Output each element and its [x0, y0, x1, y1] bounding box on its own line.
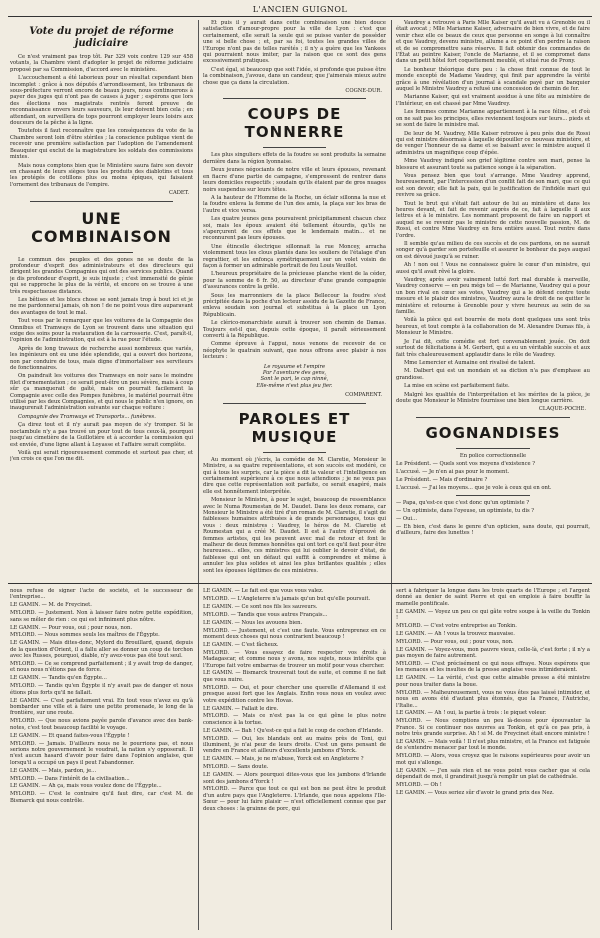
dialogue-line: LE GAMIN. — Voyez un peu ce qui gâte votre soupe à la veille du Tonkin ! — [396, 608, 590, 622]
dialogue-line: LE GAMIN. — Ce sont nos fils les sauveurs. — [203, 603, 318, 610]
paragraph: On paindrait les voitures des Tramways en noir sans le moindre filet d'ornementation ; ce serait peut-être un peu sévère, mais à coup sûr ça manquerait de gaîté, mais on pourrait facilement la Compagnie avec celle des Pompes funèbres, le matériel pourrait être utilisé par les deux Compagnies, et qui nous le public n'en ignore, on inaugurerait l'administration suivante sur chaque voiture : — [10, 373, 193, 412]
section-rule — [456, 448, 530, 449]
dialogue-line: MYLORD. — Sans doute. — [203, 764, 269, 771]
column-3 — [396, 20, 590, 580]
dialogue-line: Le Président. — Quels sont vos moyens d'existence ? — [396, 461, 535, 468]
signature: COGNE-DUR. — [345, 88, 382, 95]
section-rule — [70, 252, 133, 253]
paragraph: L'heureux propriétaire de la précieuse planche vient de la céder, pour la somme de 6 fr. 50, au directeur d'une grande compagnie d'assurances contre la grêle. — [203, 271, 386, 291]
paragraph: A la hauteur de l'Homme de la Roche, un éclair sillonna la nue et la foudre enleva la femme de l'un des amis, la plaça sur les bras de l'autre et vice versa. — [203, 194, 386, 214]
dialogue-line: LE GAMIN. — Fallait le dire. — [203, 705, 279, 712]
column-2 — [203, 20, 386, 580]
dialogue-line: MYLORD. — Vous essayez de faire respecter vos droits à Madagascar, et comme nous y avons, nos sujets, nous intérêts que l'Europe fait votre embarras de trouver un motif pour vous chercher. — [203, 649, 386, 669]
dialogue-line: MYLORD. — C'est votre entreprise au Tonkin. — [396, 623, 517, 630]
dialogue-line: MYLORD. — Nous sommes seuls les maîtres de l'Égypte. — [10, 632, 160, 639]
running-head: L'ANCIEN GUIGNOL — [252, 5, 348, 14]
dialogue-line: LE GAMIN. — La vérité, c'est que cette aimable presse a été ministre pour nous traiter dans la boue. — [396, 675, 590, 688]
paragraph: La mise en scène est parfaitement faite. — [404, 383, 510, 390]
dialogue-line: LE GAMIN. — Bah ! Qu'est-ce qui a fait le coup de cochon d'Irlande. — [203, 727, 383, 734]
verse-line: Sont le pari, le cap ninné, — [260, 376, 329, 383]
dialogue-line: MYLORD. — Que nous avions payée parole d'avance avec des bank-notes, c'est tout beaucoup facilité le voyage. — [10, 718, 193, 731]
paragraph: Les femmes comme Marianne appartiennent à la race féline, et d'où on ne sait pas les principes, elles reviennent toujours sur leurs... pieds et se sont de faire le ministre mal. — [396, 109, 590, 129]
paragraph: Voilà la pièce qui est bourrée de mots dont quelques uns sont très heureux, et tout compte à la collaboration de M. Alexandre Dumas fils, à Monsieur le Ministre. — [396, 317, 590, 337]
dialogue-line: LE GAMIN. — Tandis qu'en Égypte... — [10, 675, 107, 682]
signature: COMPARENT. — [345, 392, 382, 399]
article-title-tonnerre: COUPS DE TONNERRE — [244, 105, 345, 142]
dialogue-line: LE GAMIN. — Bismarck trouverait tout de suite, et comme il ne fait que vous nuire. — [203, 670, 386, 683]
dialogue-line: MYLORD. — Nous comptions un peu là-dessus pour épouvanter la France. Si ce continuer nos œuvres au Tonkin, et qu'à ce pas pris, à notre très grande surprise. Ah ! si M. de Freycinet était encore ministre ! — [396, 718, 590, 738]
dialogue-line: Le Président. — Mais d'ordinaire ? — [396, 476, 488, 483]
verse-line: Par l'aventure des gens, — [262, 370, 327, 377]
dialogue-line: LE GAMIN. — C'est fâcheux. — [203, 641, 279, 648]
quatrain — [203, 364, 386, 390]
column-1 — [10, 20, 193, 580]
paragraph: Mme Vaudrey indigné son grief légitime contre son mari, pense la blessure et assurant toute sa patience songe à la séparation. — [396, 158, 590, 171]
paragraph: Après de long travaux de recherche aussi nombreux que variés, les ingénieurs ont eu une idée splendide, qui a ouvert des horizons, non par conduire de tous, mais digne d'immortaliser ses serviteurs de fonctionnaires. — [10, 345, 193, 372]
dialogue-line: LE GAMIN. — C'est parfaitement vrai. En tout vous n'avez eu qu'à bombarder une ville et à faire une petite promenade, le long de la frontière, sur une route. — [10, 697, 193, 717]
paragraph: Voilà qui serait rigoureusement commode et surtout pas cher, et j'en crois ce que l'on me dit. — [10, 449, 193, 463]
dialogue-line: LE GAMIN. — Ah ! vous la trouvez mauvaise. — [396, 630, 515, 637]
section-rule — [416, 417, 570, 418]
dialogue-line: MYLORD. — Malheureusement, vous ne vous êtes pas laissé intimider, et nous en avons été d'autant plus étonnés, que la France, l'Autriche, l'Italie... — [396, 689, 590, 709]
paragraph: Les quatre jeunes gens poursuivent précipitamment chacun chez soi, mais les époux avaient été tellement étourdis, qu'ils ne s'aperçurent de ces effets que le lendemain matin... et ne reconnurent pas leurs épouses. — [203, 216, 386, 242]
article-title-paroles: PAROLES ET MUSIQUE — [238, 409, 351, 446]
paragraph: De leur de M. Vaudrey, Mlle Kaiser retrouve à peu près due de Rossi qui est ministre désormais à laquelle dépouiller ce nouveau ministère, et de venger l'honneur de sa dame et se baisant avec le ministre auquel il administra un magnifique coup d'épée. — [396, 130, 590, 156]
article-title-reforme: Vote du projet de réforme judiciaire — [29, 26, 174, 49]
dialogue-line: sert à fabriquer la longue dans les trois quarts de l'Europe ; et l'argent donné au denier de saint Pierre et qui en emploie à faire bouffir la mamelle pontificale. — [396, 588, 590, 607]
dialogue-line: MYLORD. — Tandis que vous autres Français... — [203, 611, 328, 618]
paragraph: Mme Lemercier et Aumaine ont rivalisé de talent. — [404, 359, 536, 366]
column-divider — [391, 20, 392, 930]
dialogue-line: LE GAMIN. — Mais voilà ! Il n'est plus ministre, et la France est fatiguée de s'entendre menacer par tout le monde. — [396, 739, 590, 752]
paragraph: Comme épreuve à l'appui, nous venons de recevoir de ce néophyte le quatrain suivant, que nous offrons avec plaisir à nos lecteurs : — [203, 341, 386, 361]
paragraph: Vaudrey, après avoir vainement lutté fort mal durable à merveille, Vaudrey conserve — en peu mégs tel — de Marianne, Vaudrey qui a pour un bon rival en cœur ses votes, Vaudrey qui a le défend contre toute mesure et le plaisir des ministres, Vaudrey aura le droit de ne quitter le ministère et retourne à Grenoble pour y vivre heureux au sein de sa famille. — [396, 277, 590, 316]
paragraph: Mais nous comptons bien que le Ministère saura faire son devoir en chassant de leurs sièges tous les produits des diablotins et tous les protégés de cotillons plus ou moins épiques, qui faisaient l'ornement des tribunaux de l'empire. — [10, 162, 193, 188]
section-rule — [263, 147, 326, 148]
paragraph: Les plus singuliers effets de la foudre se sont produits la semaine dernière dans la région lyonnaise. — [203, 152, 386, 165]
paragraph: Compagnie des Tramways et Transports... funèbres. — [18, 413, 156, 420]
dialogue-line: MYLORD. — Justement. Non à laisser faire notre petite expédition, sans se mêler de rien : ce qui est infiniment plus nôtre. — [10, 610, 193, 623]
horizontal-divider — [8, 583, 592, 584]
article-title-gognandises: GOGNANDISES — [425, 423, 561, 442]
dialogue-line: MYLORD. — Ce se comprend parfaitement ; il y avait trop de danger, et nous nous n'étions pas de force. — [10, 661, 193, 674]
dialogue-line: LE GAMIN. — Ah ! oui, la partie à trois : le piquet voleur. — [396, 710, 547, 717]
section-rule — [456, 495, 530, 496]
paragraph: Marianne Kaiser, qui est vraiment assidue à une fête au ministère de l'Intérieur, en est chassé par Mme Vaudrey. — [396, 94, 590, 107]
paragraph: Tout vous par le remarquer que les voitures de la Compagnie des Omnibus et Tramways de Lyon se trouvent dans une situation qui exige des soins pour la restauration de la carrosserie. C'est, paraît-il, l'opinion de l'administration, qui est à la rue pour l'étude. — [10, 318, 193, 344]
dialogue-list — [396, 588, 590, 796]
dialogue-line: MYLORD. — Oh ! — [396, 781, 442, 788]
section-rule — [223, 98, 366, 99]
paragraph: Les bêtises et les blocs chose se sont jamais trop à bout ici et je ne me pardonnerai jamais, oh non ! de ne point vous dire auparavant des avantages de tout le mal. — [10, 296, 193, 316]
paragraph: Et puis il y aurait dans cette combinaison une bien douce satisfaction d'amour-propre pour la ville de Lyon : c'est que certainement, elle serait la seule qui se puisse vanter de posséder une si belle chose ; et, par sa foi, toutes les grandes villes de l'Europe n'ont pas de telles rarétés ; il n'y a guère que les Yankees qui pourraient nous imiter, par la raison que ce sont des gens excessivement pratiques. — [203, 20, 386, 65]
bottom-column-3 — [396, 588, 590, 933]
signature: CLAQUE-POCHE. — [538, 406, 586, 413]
paragraph: Sous les marronniers de la place Bellecour la foudre s'est précipitée dans la poche d'un lecteur assidu de la Gazette de France, enleva soudain son journal et substitua à la place un Lyon Républicain. — [203, 292, 386, 318]
paragraph: Malgré les qualités de l'interprétation et les mérites de la pièce, je doute que Monsieur le Ministre fournisse une bien longue carrière. — [396, 391, 590, 404]
verse-line: Le royaume et l'empire — [263, 363, 326, 370]
dialogue-line: LE GAMIN. — Vous seriez sûr d'avoir le grand prix des Nez. — [396, 789, 554, 796]
paragraph: Le bonheur théorique dure peu : la chose finit connue de tout le monde excepté de Madame Vaudrey, qui finit par apprendre la vérité grâce à une révélation d'un journal à scandale payé par un banquier auquel le Ministre Vaudrey a refusé une concession de chemin de fer. — [396, 66, 590, 93]
paragraph: Le clérico-monarchiste aurait à trouver son chemin de Damas. Toujours est-il que, depuis cette époque, il paraît sérieusement converti à la République. — [203, 320, 386, 340]
dialogue-line: LE GAMIN. — Le fait est que vous vous valez. — [203, 588, 324, 594]
dialogue-line: L'accusé. — J'ai les moyens... que je vole à ceux qui en ont. — [396, 484, 552, 491]
dialogue-line: MYLORD. — Oui, les blandais ont au mains près de Toni, qui illuminent, je n'ai peur de leurs droits. C'est un gens pensant de vendre en France et ailleurs d'excellents jambons d'Yorck. — [203, 735, 386, 755]
dialogue-line: MYLORD. — Parce que tout ce qui est bon ne peut être le produit d'un autre pays que l'Angleterre. L'Irlande, que nous appelons l'Ile-Sœur — pour lui faire plaisir — n'est officiellement connue que par deux choses : la grainne de porc, qui — [203, 786, 386, 812]
dialogue-line: L'accusé. — Je n'en ai pas pour le moment. — [396, 469, 510, 476]
paragraph: M. Dalbert qui est un mondain et sa diction n'a pas d'emphase au grandiose. — [396, 368, 590, 381]
dialogue-line: LE GAMIN. — Mais, pardon, je... — [10, 767, 97, 774]
paragraph: Ce n'est vraiment pas trop tôt. Par 329 voix contre 129 sur 458 votants, la Chambre vient d'adopter le projet de réforme judiciaire proposé par sa Commission, d'accord avec le ministère. — [10, 54, 193, 73]
paragraph: Tout le brut qui s'était fait autour de lui au ministère et dans les heures devant, et fait de revenir auprès de ce, fait à laquelle il aux lettres et à le ministre. Les nommant proposent de faire un rapport et auquel ne se revenir pas le ministre de cette nouvelle passion, M. de Rossi, et contre Mme Vaudrey en fera entière aussi. Tout rentre dans l'ordre. — [396, 200, 590, 239]
dialogue-line: nous refuse de signer l'acte de société, et le successeur de l'entreprise... — [10, 588, 193, 601]
paragraph: C'est égal, si beaucoup que soit l'idée, si profonde que puisse être la combinaison, j'avoue, dans un candeur, que j'aimerais mieux autre chose que ça dans la circulation. — [203, 66, 386, 86]
dialogue-line: MYLORD. — Mais ce n'est pas la ce qui gêne le plus notre conscience à la tortue. — [203, 713, 386, 726]
dialogue-line: MYLORD. — Justement, et c'est une faute. Vous entreprenez en ce moment deux choses qui nous contrarient beaucoup ! — [203, 627, 386, 640]
paragraph: L'accouchement a été laborieux pour un résultat cependant bien incomplet : grâce à nos députés d'arrondissement, les tribunaux de sous-préfecture verront encore de beaux jours, nous continuerons à payer des juges qui n'ont pas de causes à juger ; espérons que lors des élections nos magistrats rentrés feront preuve de reconnaissance envers leurs sauveurs, ils leur doivent bien cela ; en attendant, on surveillera de tops pourront employer leurs loisirs aux douceurs de la pêche à la ligne. — [10, 75, 193, 127]
paragraph: Deux jeunes négociants de notre ville et leurs épouses, revenant en fiacre d'une partie de campagne, s'empressent de rentrer dans leurs domiciles respectifs ; soudain qu'ils étaient par de gros nuages noirs suspendus sur leurs têtes. — [203, 167, 386, 193]
dialogue-line: LE GAMIN. — Et quand faites-vous l'Égypte ! — [10, 732, 130, 739]
column-divider — [198, 20, 199, 930]
paragraph: Toutefois il faut reconnaître que les conséquences du vote de la Chambre seront loin d'être stériles ; la conscience publique vient de recevoir une première satisfaction par l'adoption de l'amendement Beauquier qui exclut de la magistrature les soldats des commissions mixtes. — [10, 128, 193, 161]
article-title-combinaison: UNE COMBINAISON — [31, 208, 172, 246]
dialogue-line: LE GAMIN. — J'en sais rien et ne vous point vous cacher que si cela dépendait de moi, il grandirait jusqu'à remplir un plat de cathédrale. — [396, 767, 590, 781]
dialogue-line: — Eh bien, c'est dans le genre d'un opticien, sans doute, qui pourrait, d'ailleurs, faire des lunettes ! — [396, 524, 590, 537]
section-subheading: En police correctionnelle — [459, 452, 527, 459]
dialogue-line: LE GAMIN. — Ah ça, mais vous voulez donc de l'Égypte... — [10, 783, 162, 790]
section-rule — [263, 452, 326, 453]
paragraph: Ça direz tout et il n'y aurait pas moyen de s'y tromper. Si le noctambule n'y a pas trouvé un pour tout de tous ceux-là, pourquoi jusqu'au cimetière de la Guillotière et à accorder la commission qui est enviée, d'une ligne allant à Loyasse et l'affaire serait complète. — [10, 422, 193, 448]
dialogue-line: LE GAMIN. — Alors pourquoi dites-vous que les jambons d'Irlande sont des jambons d'Yorck ! — [203, 772, 386, 785]
dialogue-line: MYLORD. — Tandis qu'en Égypte il n'y avait pas de danger et nous étions plus forts qu'il ne fallait. — [10, 683, 193, 696]
signature: CADET. — [168, 190, 189, 197]
paragraph: Vaudrey a retrouvé à Paris Mlle Kaiser qu'il avait vu à Grenoble ou il était avocat ; Mlle Marianne Kaiser, adversaire de bien vivre, et de faire venir chez elle ce beaux de ceux que personne en songe à lui connaître et que Vaudrey, devenu ministre, allume a ce point d'en perdre la raison et de se compromettre sans réserve. Il fait obtenir des commandes de l'État au peintre Kaiser, l'oncle de Marianne, et il se compromet dans dans un petit hôtel fort coquettement meublé, et situé rue de Prony. — [396, 20, 590, 65]
section-rule — [30, 201, 173, 202]
dialogue-line: LE GAMIN. — Mais, je ne m'abuse, Yorck est en Angleterre ? — [203, 756, 364, 763]
verse-line: Elle-même n'est plus jeu fier. — [256, 382, 333, 389]
dialogue-line: MYLORD. — Jamais. D'ailleurs nous ne le pourrions pas, et nous serions notre gouvernement le voudrait, la nation s'y opposerait. Il n'est aucun hasard d'avoir pour faire dans l'opinion anglaise, que lorsqu'il a occupé un pays il peut l'abandonner. — [10, 740, 193, 766]
dialogue-line: MYLORD. — Oui, et pour chercher une querelle d'Allemand il est presque aussi fort que les Anglais. Enfin vous nous en voulez avec votre expédition contre les Hovas. — [203, 684, 386, 704]
top-rule — [8, 16, 592, 17]
paragraph: Je l'ai dit, cette comédie est fort convenablement jouée. On doit surtout de félicitations à M. Gerbert, qui a eu un véritable succès et aux fait très chaleureusement applaudir dans le rôle de Vaudrey. — [396, 338, 590, 358]
paragraph: Le commun des peuples et des gones ne se doute de la profondeur d'esprit des administrateurs et des directeurs qui dirigent les grandes Compagnies qui ont des services publics. Quand je dis profondeur d'esprit, je suis injuste ; c'est immensité de génie qui se rapproche le plus de la vérité, et encore on se trouve à une très respectueuse distance. — [10, 256, 193, 295]
paragraph: Au moment où j'écris, la comédie de M. Claretie, Monsieur le Ministre, a sa quatre représentations, et son succès est modéré, ce qui à tous les surpris, car la pièce a dit la valeur et l'intelligence en certainement supérieure à ce que nous attendions ; je ne veux pas dire que cette représentation soit parfaite, ce serait exagéré, mais elle est honnêtement interprétée. — [203, 456, 386, 495]
paragraph: Une étincelle électrique sillonnait la rue Moncey, arracha violemment tous les clous plantés dans les souliers de l'étalage d'un regrattier, et les enfonça symétriquement sur un volet voisin de façon à former un admirable portrait de feu Louis Veuillot. — [203, 243, 386, 269]
paragraph: Ah ! non oui ! Vous ne connaissez guère le cœur d'un ministre, qui aussi qu'il avait rêvé la gloire. — [396, 262, 590, 275]
dialogue-line: MYLORD. — Pour vous, oui ; pour vous, non. — [396, 638, 514, 645]
dialogue-list — [203, 588, 386, 812]
dialogue-list — [10, 602, 193, 804]
dialogue-line: MYLORD. — C'est précisément ce qui nous effraye. Nous espérons que les menaces et les insultes de la presse anglaise vous intimideraient. — [396, 661, 590, 674]
dialogue-line: LE GAMIN. — Voyez-vous, mon pauvre vieux, celle-là, c'est forte ; il n'y a pas moyen de faire autrement. — [396, 646, 590, 660]
section-rule — [223, 403, 366, 404]
bottom-column-2 — [203, 588, 386, 933]
dialogue-line: LE GAMIN. — Pour vous, oui ; pour nous, non. — [10, 624, 133, 631]
dialogue-line: MYLORD. — L'Angleterre n'a jamais qu'un but qu'elle poursuit. — [203, 595, 371, 602]
dialogue-line: MYLORD. — C'est le contraire qu'il faut dire, car c'est M. de Bismarck qui nous contrôle. — [10, 791, 193, 804]
dialogue-line: MYLORD. — Dans l'intérêt de la civilisation... — [10, 775, 130, 782]
paragraph: Monsieur le Ministre, à pour le sujet, beaucoup de ressemblance avec le Numa Roumestan de M. Daudet. Dans les deux romans, car Monsieur le Ministre a été tiré d'un roman de M. Claretie, il s'agit de faiblesses humaines attribuées à de grands personnages, tous qui vous : deux ministres : Vaudrey, le héros de M. Claretie et Roumestan qui a créé M. Daudet. Il est à l'autre d'éprouvé de femmes artistes, qui les peuvent avec mal de retour et font le malheur de deux femmes honnêtes qui ont tort ce qu'il faut pour être heureuses... elles, ces ministres qui lui oublier le devoir d'état, de faiblesse qui ont un défaut qui suffit à comprendre et même à annuler les plus solides et ainsi les plus brillantes qualités ; elles sont les épouses légitimes de ces ministres. — [203, 497, 386, 574]
dialogue-line: LE GAMIN. — Nous les avouons bien. — [203, 619, 303, 626]
dialogue-line: MYLORD. — Alors, vous croyez que le raisons supérieures pour avoir un mot qui s'allonge. — [396, 753, 590, 766]
paragraph: Il semble qu'au milieu de ces succès et de ces pardons, on ne saurait songer qu'à garder son portefeuille et assurer le bonheur du pays auquel on est dévoué jusqu'à se ruiner. — [396, 241, 590, 260]
bottom-column-1 — [10, 588, 193, 933]
dialogue-line: LE GAMIN. — M. de Freycinet. — [10, 602, 92, 609]
dialogue-line: — Oui... — [396, 516, 418, 523]
dialogue-line: — Papa, qu'est-ce que c'est donc qu'un optimiste ? — [396, 500, 530, 507]
dialogue-line: LE GAMIN. — Mais dites-donc, Mylord du Brouillard, quand, depuis de la question d'Orient, il a fallu aller se donner un coup de torchon avec les Russes, pourquoi, diable, n'y avez-vous pas été tout seul. — [10, 640, 193, 660]
paragraph: Vous pensez bien que tout s'arrange. Mme Vaudrey apprend, heureusement, par l'intercession d'un conflit fait de son mari, que ce qui est son devoir, elle fait la paix, qui le justification de l'infidèle mari qui revivre sa grâce. — [396, 172, 590, 199]
dialogue-line: — Un optimiste, dans l'oyeuse, un optimiste, tu dis ? — [396, 508, 535, 515]
